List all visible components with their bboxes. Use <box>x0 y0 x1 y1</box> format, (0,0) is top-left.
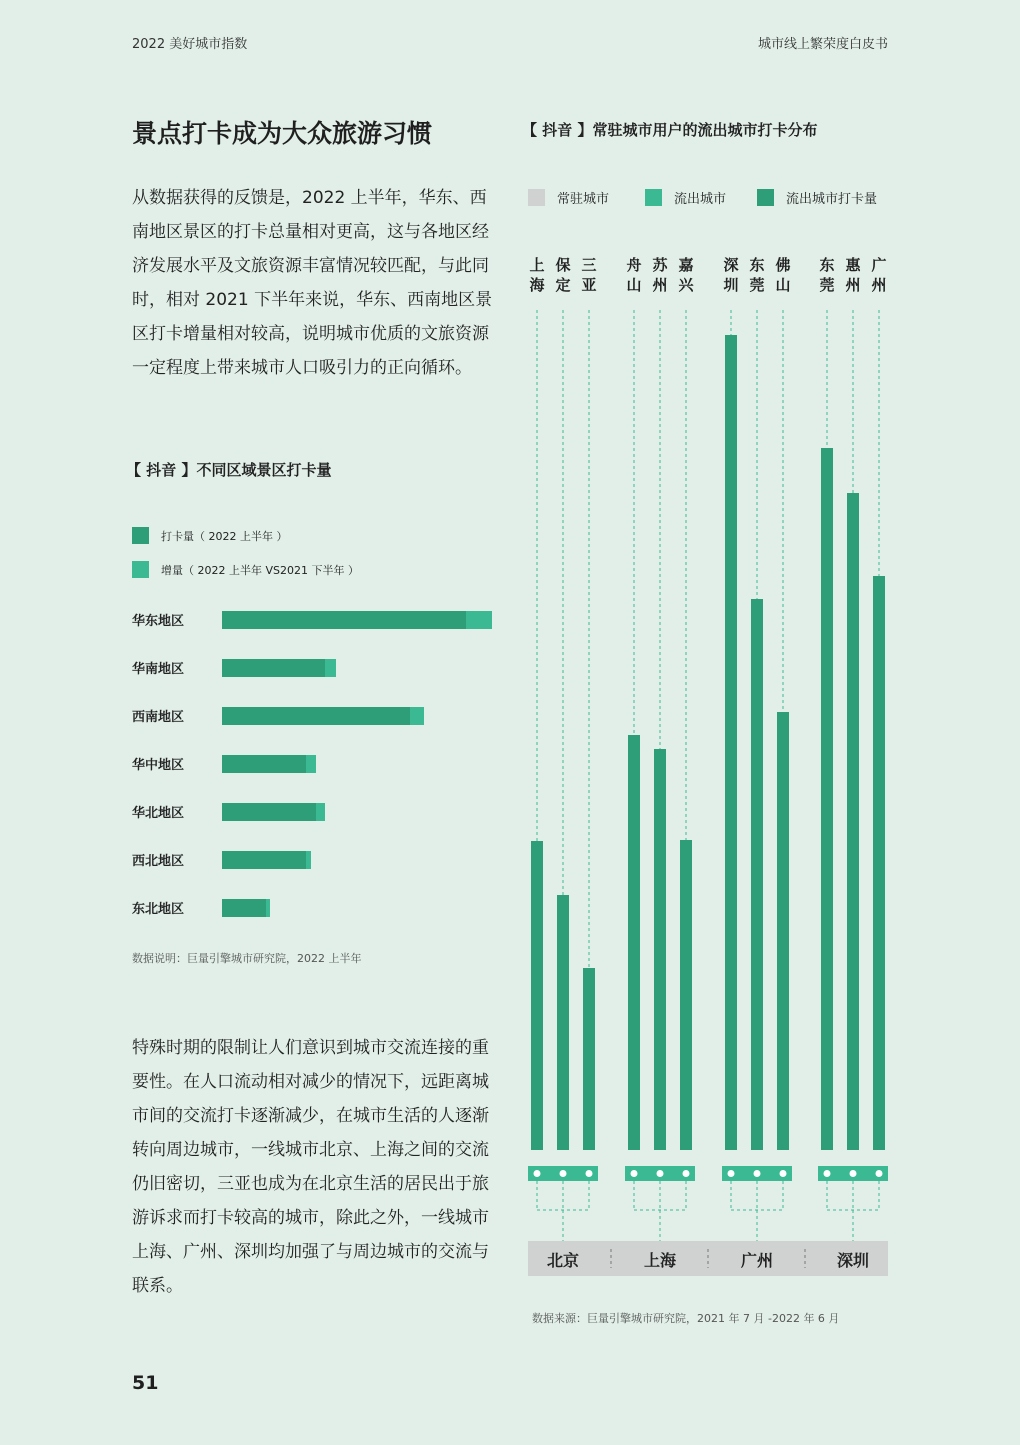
destination-city-char: 深 <box>723 256 739 274</box>
destination-city-name <box>747 255 767 295</box>
destination-city-char: 莞 <box>819 276 835 294</box>
connector-dot <box>824 1170 831 1177</box>
section-title: 景点打卡成为大众旅游习惯 <box>132 119 433 148</box>
destination-city-char: 嘉 <box>678 256 694 274</box>
city-bar <box>847 493 859 1150</box>
city-chart-source: 数据来源：巨量引擎城市研究院，2021 年 7 月 -2022 年 6 月 <box>532 1312 840 1325</box>
destination-city-char: 苏 <box>652 256 668 274</box>
destination-city-char: 海 <box>529 276 545 294</box>
city-bar <box>680 840 692 1150</box>
destination-city-name <box>650 255 670 295</box>
destination-city-char: 东 <box>749 256 765 274</box>
city-bar <box>777 712 789 1150</box>
destination-city-char: 东 <box>819 256 835 274</box>
home-city-label: 北京 <box>546 1251 579 1270</box>
region-label: 华东地区 <box>132 614 185 629</box>
destination-city-name <box>869 255 889 295</box>
legend-label-checkins-out: 流出城市打卡量 <box>786 192 878 207</box>
city-bar <box>873 576 885 1150</box>
connector-dot <box>780 1170 787 1177</box>
header-right: 城市线上繁荣度白皮书 <box>757 37 888 52</box>
destination-city-char: 山 <box>626 276 642 294</box>
page-number: 51 <box>132 1372 159 1394</box>
city-chart-title: 【 抖音 】常驻城市用户的流出城市打卡分布 <box>522 121 818 139</box>
destination-city-char: 三 <box>581 256 597 274</box>
header-left: 2022 美好城市指数 <box>132 37 248 52</box>
destination-city-char: 佛 <box>775 256 791 274</box>
destination-city-char: 舟 <box>626 256 642 274</box>
destination-city-char: 州 <box>871 276 887 294</box>
region-chart-title: 【 抖音 】不同区域景区打卡量 <box>126 461 332 479</box>
city-bar <box>628 735 640 1150</box>
connector-dot <box>683 1170 690 1177</box>
connector-dot <box>876 1170 883 1177</box>
connector-dot <box>728 1170 735 1177</box>
city-bar <box>654 749 666 1150</box>
destination-city-name <box>553 255 573 295</box>
destination-city-char: 上 <box>529 256 545 274</box>
region-label: 西南地区 <box>132 710 185 725</box>
legend-label-destination: 流出城市 <box>674 192 727 207</box>
destination-city-char: 州 <box>652 276 668 294</box>
destination-city-char: 圳 <box>723 276 739 294</box>
destination-city-char: 保 <box>555 256 571 274</box>
destination-city-char: 定 <box>555 276 571 294</box>
connector-dot <box>586 1170 593 1177</box>
region-label: 华北地区 <box>132 806 185 821</box>
intro-paragraph: 从数据获得的反馈是，2022 上半年，华东、西南地区景区的打卡总量相对更高，这与各地区经济发展水平及文旅资源丰富情况较匹配，与此同时，相对 2021 下半年来说，华东、西南地区景区打卡增量相对较高，说明城市优质的文旅资源一定程度上带来城市人口吸引力的正向循环。 <box>132 188 493 378</box>
destination-city-name <box>527 255 547 295</box>
city-bar <box>725 335 737 1150</box>
destination-city-name <box>676 255 696 295</box>
region-label: 东北地区 <box>132 902 185 917</box>
closing-paragraph: 特殊时期的限制让人们意识到城市交流连接的重要性。在人口流动相对减少的情况下，远距离城市间的交流打卡逐渐减少，在城市生活的人逐渐转向周边城市，一线城市北京、上海之间的交流仍旧密切，三亚也成为在北京生活的居民出于旅游诉求而打卡较高的城市，除此之外，一线城市上海、广州、深圳均加强了与周边城市的交流与联系。 <box>132 1038 489 1296</box>
destination-city-char: 山 <box>775 276 791 294</box>
home-city-label: 深圳 <box>836 1251 869 1270</box>
region-label: 西北地区 <box>132 854 185 869</box>
region-label: 华南地区 <box>132 662 185 677</box>
region-chart-note: 数据说明：巨量引擎城市研究院，2022 上半年 <box>132 952 362 965</box>
destination-city-char: 州 <box>845 276 861 294</box>
destination-city-char: 兴 <box>678 276 694 294</box>
destination-city-char: 亚 <box>581 276 597 294</box>
city-bar <box>583 968 595 1150</box>
destination-city-name <box>721 255 741 295</box>
destination-city-char: 莞 <box>749 276 765 294</box>
legend-label-home: 常驻城市 <box>557 192 610 207</box>
connector-dot <box>631 1170 638 1177</box>
destination-city-name <box>624 255 644 295</box>
connector-dot <box>850 1170 857 1177</box>
destination-city-name <box>817 255 837 295</box>
destination-city-char: 惠 <box>845 256 861 274</box>
home-city-label: 上海 <box>643 1251 676 1270</box>
connector-dot <box>534 1170 541 1177</box>
legend-label-checkins: 打卡量（ 2022 上半年 ） <box>161 529 288 543</box>
city-bar <box>531 841 543 1150</box>
connector-dot <box>560 1170 567 1177</box>
legend-label-increase: 增量（ 2022 上半年 VS2021 下半年 ） <box>161 563 359 577</box>
home-city-label: 广州 <box>740 1251 773 1270</box>
city-bar <box>751 599 763 1150</box>
destination-city-name <box>579 255 599 295</box>
region-label: 华中地区 <box>132 758 185 773</box>
city-bar <box>557 895 569 1150</box>
connector-dot <box>657 1170 664 1177</box>
destination-city-name <box>773 255 793 295</box>
connector-dot <box>754 1170 761 1177</box>
destination-city-char: 广 <box>871 256 887 274</box>
destination-city-name <box>843 255 863 295</box>
city-bar <box>821 448 833 1150</box>
